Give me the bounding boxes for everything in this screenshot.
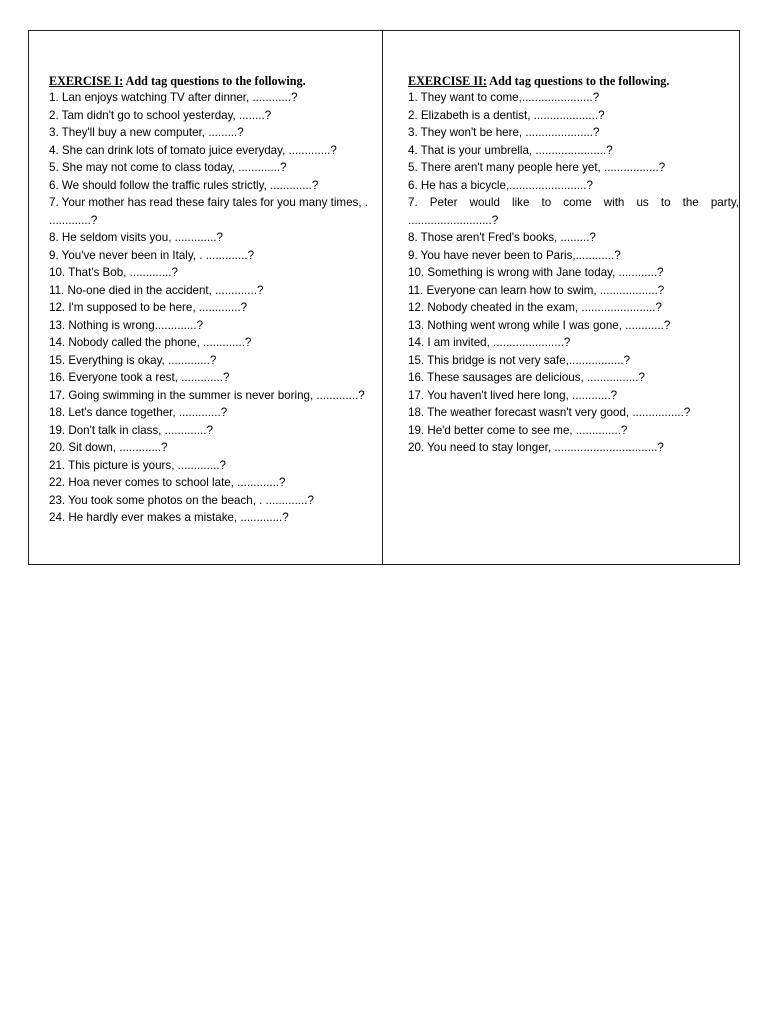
exercise-2-item: 10. Something is wrong with Jane today, ............?: [408, 266, 664, 279]
exercise-1-item: 10. That's Bob, .............?: [49, 266, 178, 279]
exercise-2-item-7-line-1: 7. Peter would like to come with us to the party,: [408, 196, 739, 209]
exercise-2-item: 16. These sausages are delicious, ................?: [408, 371, 645, 384]
exercise-1-list: [49, 89, 382, 527]
exercise-2-item: 18. The weather forecast wasn't very good, ................?: [408, 406, 691, 419]
exercise-1-item: 15. Everything is okay, .............?: [49, 353, 217, 367]
exercise-1-item: 4. She can drink lots of tomato juice everyday, .............?: [49, 143, 337, 157]
exercise-1-item: 20. Sit down, .............?: [49, 441, 168, 454]
exercise-1-item: 16. Everyone took a rest, .............?: [49, 371, 230, 384]
exercise-2-item: [408, 194, 739, 229]
exercise-1-column: [29, 31, 383, 564]
exercise-2-item: 3. They won't be here, .....................?: [408, 126, 600, 139]
exercise-1-item: 5. She may not come to class today, .............?: [49, 161, 287, 174]
exercise-1-item: 7. Your mother has read these fairy tales for you many times, . .............?: [49, 196, 368, 227]
exercise-1-item: 23. You took some photos on the beach, . .............?: [49, 493, 314, 507]
exercise-2-item: 19. He'd better come to see me, ..............?: [408, 423, 628, 437]
exercise-2-list: [408, 89, 739, 457]
exercise-2-item: 9. You have never been to Paris,............?: [408, 248, 621, 262]
exercise-2-item: 6. He has a bicycle,........................?: [408, 178, 593, 192]
exercise-1-item: 18. Let's dance together, .............?: [49, 406, 228, 419]
exercise-2-item: 2. Elizabeth is a dentist, ....................?: [408, 108, 605, 122]
exercise-1-item: 3. They'll buy a new computer, .........?: [49, 126, 244, 139]
exercise-1-item: 1. Lan enjoys watching TV after dinner, ............?: [49, 91, 298, 104]
exercise-1-label: EXERCISE I:: [49, 74, 124, 88]
exercise-1-item: 12. I'm supposed to be here, .............?: [49, 301, 248, 314]
worksheet-box: [28, 30, 740, 565]
exercise-1-item: 21. This picture is yours, .............?: [49, 458, 226, 472]
exercise-2-item: 12. Nobody cheated in the exam, .......................?: [408, 301, 662, 314]
exercise-2-item: 14. I am invited, ......................?: [408, 336, 571, 349]
exercise-2-column: [383, 31, 739, 564]
exercise-2-item: 20. You need to stay longer, ................................?: [408, 441, 664, 454]
exercise-2-item: 8. Those aren't Fred's books, .........?: [408, 231, 596, 244]
exercise-2-item: 11. Everyone can learn how to swim, ..................?: [408, 283, 665, 297]
exercise-2-item: 1. They want to come,......................?: [408, 91, 600, 104]
exercise-2-item: 4. That is your umbrella, ......................?: [408, 143, 613, 157]
exercise-1-item: 24. He hardly ever makes a mistake, .............?: [49, 511, 289, 524]
exercise-2-item: 15. This bridge is not very safe,.................?: [408, 353, 631, 367]
exercise-1-item: 8. He seldom visits you, .............?: [49, 231, 223, 244]
exercise-1-item: 2. Tam didn't go to school yesterday, ........?: [49, 108, 272, 122]
exercise-2-item: 17. You haven't lived here long, ............?: [408, 388, 618, 402]
exercise-1-item: 6. We should follow the traffic rules strictly, .............?: [49, 178, 319, 192]
exercise-1-item: 17. Going swimming in the summer is never boring, .............?: [49, 388, 365, 402]
exercise-1-item: 19. Don't talk in class, .............?: [49, 423, 213, 437]
exercise-1-item: 11. No-one died in the accident, .............?: [49, 283, 264, 297]
exercise-2-item-7-line-2: ..........................?: [408, 213, 499, 227]
exercise-1-item: 22. Hoa never comes to school late, .............?: [49, 476, 286, 489]
exercise-1-heading: [49, 73, 382, 89]
exercise-1-instruction: Add tag questions to the following.: [123, 74, 306, 88]
exercise-1-item: 14. Nobody called the phone, .............?: [49, 336, 252, 349]
exercise-2-label: EXERCISE II:: [408, 74, 487, 88]
exercise-2-item: 5. There aren't many people here yet, .................?: [408, 161, 666, 174]
exercise-2-heading: [408, 73, 739, 89]
exercise-1-item: 13. Nothing is wrong.............?: [49, 318, 204, 332]
exercise-2-item: 13. Nothing went wrong while I was gone, ............?: [408, 318, 671, 332]
exercise-1-item: 9. You've never been in Italy, . .............?: [49, 248, 255, 262]
exercise-2-instruction: Add tag questions to the following.: [486, 74, 670, 88]
